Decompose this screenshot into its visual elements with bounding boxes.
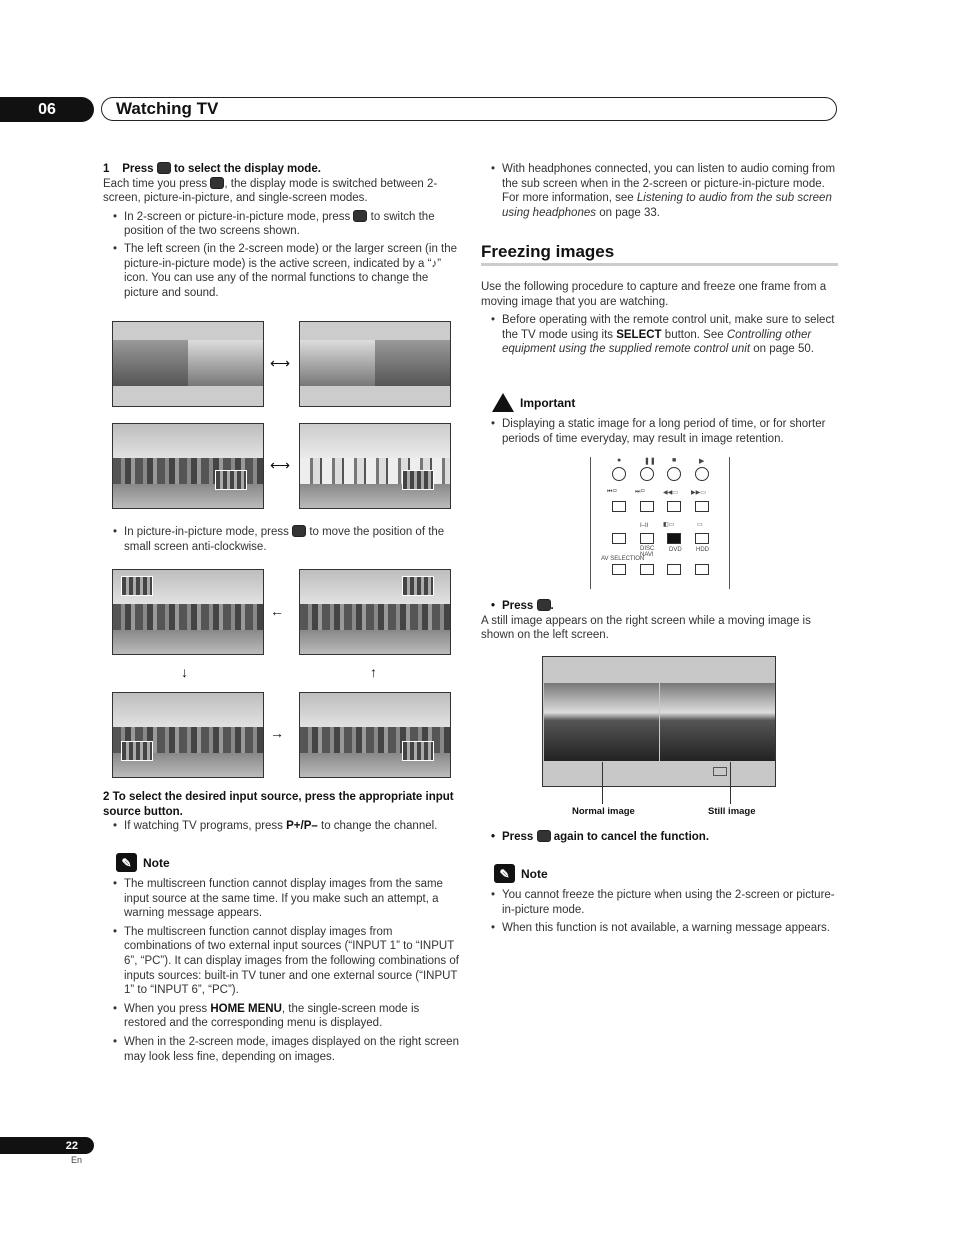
language-code: En (71, 1155, 83, 1165)
section-title: Freezing images (481, 242, 615, 261)
headphone-note (481, 162, 839, 220)
display-mode-button-icon (210, 177, 224, 189)
two-screen-image-swapped (299, 321, 451, 407)
disc-navi-label: DISC NAVI (640, 546, 655, 558)
av-selection-label: AV SELECTION (601, 556, 645, 562)
display-mode-button-icon (157, 162, 171, 174)
still-image-label: Still image (708, 806, 756, 817)
freeze-button[interactable] (667, 533, 681, 544)
pip-subscreen (402, 576, 434, 596)
list-item: • In picture-in-picture mode, press to move the position of the small screen anti-clockwise. (103, 525, 459, 554)
play-icon: ▶ (699, 458, 705, 465)
swap-arrow-icon: ⟷ (270, 457, 291, 473)
swap-screens-button-icon (353, 210, 367, 222)
left-screen (113, 340, 188, 385)
normal-image-label: Normal image (572, 806, 635, 817)
list-item: • Press again to cancel the function. (481, 830, 839, 845)
skip-forward-icon: ⏭▭ (635, 489, 646, 495)
pip-image-swapped (299, 423, 451, 509)
step-2-heading: 2 To select the desired input source, press the appropriate input source button. (103, 791, 454, 818)
list-item: • The multiscreen function cannot display images from combinations of two external input sources (“INPUT 1” to “INPUT 6”, “PC”). It can display images from the following combinations of inputs sources: built-in TV tuner and one external source (“INPUT 1” to “INPUT 6”, “PC”). (103, 925, 461, 998)
step-1 (103, 162, 459, 300)
right-screen (375, 340, 450, 385)
rewind-icon: ◀◀▭ (663, 490, 678, 496)
list-item: • The left screen (in the 2-screen mode) or the larger screen (in the picture-in-picture mode) is the active screen, indicated by a “♪” icon. You can use any of the normal functions to change the picture and sound. (103, 242, 459, 300)
freeze-button-icon (537, 830, 551, 842)
list-item: • Before operating with the remote control unit, make sure to select the TV mode using its SELECT button. See Controlling other equipment using the supplied remote control unit on page 50. (481, 313, 839, 357)
important-header: Important (492, 393, 575, 412)
list-item: • You cannot freeze the picture when using the 2-screen or picture-in-picture mode. (481, 888, 839, 917)
section-rule (481, 263, 838, 266)
list-item: • When in the 2-screen mode, images displayed on the right screen may look less fine, depending on images. (103, 1035, 461, 1064)
still-image-pane (660, 683, 775, 761)
press-cancel (481, 830, 839, 845)
pause-icon: ❚❚ (644, 458, 656, 465)
step-1-heading: 1 Press to select the display mode. (103, 163, 321, 175)
swap-arrow-icon: ⟷ (270, 355, 291, 371)
pip-position-bottom-left (112, 692, 264, 778)
pip-subscreen (121, 576, 153, 596)
warning-icon (492, 393, 514, 412)
list-item: • Press . (481, 599, 839, 614)
hdd-label: HDD (696, 547, 709, 553)
normal-image-pane (544, 683, 659, 761)
record-icon: ● (617, 457, 622, 464)
skip-back-icon: ⏮▭ (607, 489, 618, 495)
two-screen-image (112, 321, 264, 407)
dvd-label: DVD (669, 547, 682, 553)
freeze-screen-image (542, 656, 776, 787)
note-header-right: ✎ Note (494, 864, 548, 883)
step-1-body: Each time you press , the display mode is switched between 2-screen, picture-in-picture, and single-screen modes. (103, 177, 438, 205)
list-item: • If watching TV programs, press P+/P– to change the channel. (103, 819, 459, 834)
arrow-right-icon: → (270, 725, 284, 741)
list-item: • In 2-screen or picture-in-picture mode, press to switch the position of the two screens shown. (103, 210, 459, 239)
pip-position-top-right (299, 569, 451, 655)
list-item: • Displaying a static image for a long period of time, or for shorter periods of time everyday, may result in image retention. (481, 417, 839, 446)
list-item: • When you press HOME MENU, the single-screen mode is restored and the corresponding menu is displayed. (103, 1002, 461, 1031)
list-item: • The multiscreen function cannot display images from the same input source at the same time. If you make such an attempt, a warning message appears. (103, 877, 461, 921)
active-screen-icon: ♪ (431, 257, 438, 270)
stop-icon: ■ (672, 457, 677, 464)
step-2 (103, 790, 459, 834)
arrow-left-icon: ← (270, 603, 284, 619)
callout-line (602, 762, 603, 804)
list-item: • When this function is not available, a warning message appears. (481, 921, 839, 936)
page-number: 22 (0, 1137, 94, 1154)
note-list-right (481, 888, 839, 936)
arrow-up-icon: ↑ (370, 664, 377, 680)
pip-subscreen (215, 470, 247, 490)
pip-shift-button-icon (292, 525, 306, 537)
chapter-number: 06 (0, 97, 94, 122)
press-freeze: • Press . A still image appears on the right screen while a moving image is shown on the left screen. (481, 599, 839, 643)
pip-subscreen (121, 741, 153, 761)
pip-move-note (103, 525, 459, 554)
pip-image (112, 423, 264, 509)
right-screen (188, 340, 263, 385)
pencil-note-icon: ✎ (494, 864, 515, 883)
freeze-intro: Use the following procedure to capture and freeze one frame from a moving image that you are watching. • Before operating with the remote control unit, make sure to select the TV mode using its SELECT button. See Controlling other equipment using the supplied remote control unit on page 50. (481, 280, 839, 357)
pip-position-top-left (112, 569, 264, 655)
fast-forward-icon: ▶▶▭ (691, 490, 706, 496)
remote-control-illustration (590, 457, 730, 589)
note-list (103, 877, 461, 1064)
chapter-title: Watching TV (101, 97, 837, 121)
screen-icon: ▭ (697, 522, 703, 528)
freeze-button-icon (537, 599, 551, 611)
note-header: ✎ Note (116, 853, 170, 872)
important-body (481, 417, 839, 446)
pip-subscreen (402, 470, 434, 490)
left-screen (300, 340, 375, 385)
freeze-indicator-icon (713, 767, 727, 776)
list-item: • With headphones connected, you can listen to audio coming from the sub screen when in the 2-screen or picture-in-picture mode. For more information, see Listening to audio from the sub screen using headphones on page 33. (481, 162, 839, 220)
freeze-icon: ◧▭ (663, 522, 675, 528)
pencil-note-icon: ✎ (116, 853, 137, 872)
i-ii-label: I–II (640, 523, 649, 529)
callout-line (730, 762, 731, 804)
arrow-down-icon: ↓ (181, 664, 188, 680)
pip-subscreen (402, 741, 434, 761)
pip-position-bottom-right (299, 692, 451, 778)
